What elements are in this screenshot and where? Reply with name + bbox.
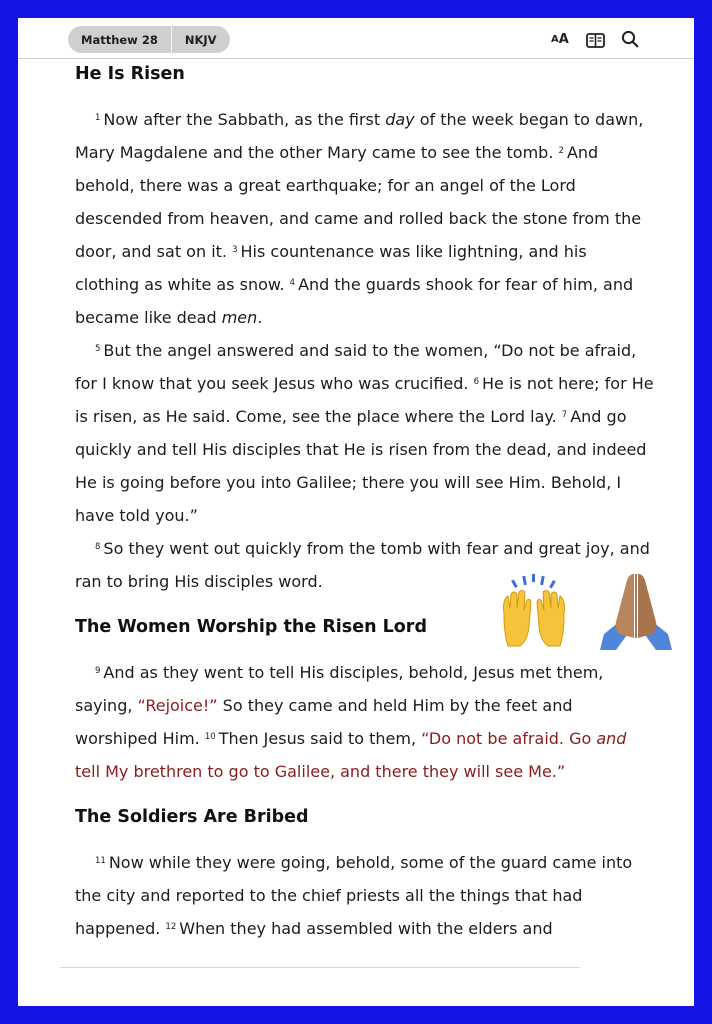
paragraph: $^5$ But the angel answered and said to the women, “Do not be afraid, for I know that you seek Jesus who was crucified. $^6$ He is not here; for He is risen, as He said. Come, see the place where the Lord lay. $^7$ And go quickly and tell His disciples that He is risen from the dead, and indeed He is going before you into Galilee; there you will see Him. Behold, I have told you.” [75,341,654,525]
paragraph: $^{11}$ Now while they were going, behold, some of the guard came into the city and reported to the chief priests all the things that had happened. $^{12}$ When they had assembled with the elders and [75,853,633,938]
text-size-big-a: A [558,31,569,47]
paragraph: $^9$ And as they went to tell His disciples, behold, Jesus met them, saying, “Rejoice!” So they came and held Him by the feet and worshiped Him. $^{10}$ Then Jesus said to them, “Do not be afraid. Go and tell My brethren to go to Galilee, and there they will see Me.” [75,663,627,781]
chapter-button[interactable]: Matthew 28 [81,32,158,47]
page-divider [60,967,580,968]
words-of-christ: “Do not be afraid. Go [421,729,597,748]
words-of-christ: “Rejoice!” [137,696,218,715]
chapter-text [75,58,655,945]
paragraph: $^1$ Now after the Sabbath, as the first day of the week began to dawn, Mary Magdalene and the other Mary came to see the tomb. $^2$ And behold, there was a great earthquake; for an angel of the Lord descended from heaven, and came and rolled back the stone from the door, and sat on it. $^3$ His countenance was like lightning, and his clothing as white as snow. $^4$ And the guards shook for fear of him, and became like dead men. [75,110,644,327]
section-heading: The Women Worship the Risen Lord [75,617,427,637]
section-heading: He Is Risen [75,64,185,84]
verse-number[interactable]: 6 [473,377,479,387]
verse-number[interactable]: 2 [558,146,564,156]
paragraph: $^8$ So they went out quickly from the tomb with fear and great joy, and ran to bring His disciples word. [75,539,650,591]
text-size-small-a: A [551,33,559,45]
verse-number[interactable]: 4 [289,278,296,288]
verse-number[interactable]: 7 [561,410,568,420]
search-icon[interactable] [621,30,639,48]
chapter-version-selector [68,26,230,53]
reader-toolbar [18,18,694,59]
verse-number[interactable]: 11 [95,856,106,866]
verse-number[interactable]: 8 [95,542,101,552]
folded-hands-icon [594,568,678,652]
version-button[interactable]: NKJV [184,32,217,47]
reader-page [18,18,694,1006]
verse-number[interactable]: 3 [232,245,238,255]
verse-number[interactable]: 5 [95,344,101,354]
section-heading: The Soldiers Are Bribed [75,807,309,827]
words-of-christ: tell My brethren to go to Galilee, and there they will see Me.” [75,762,566,781]
verse-number[interactable]: 10 [204,732,216,742]
verse-number[interactable]: 1 [95,113,101,123]
raising-hands-icon [498,574,570,648]
reader-icon[interactable] [586,31,605,49]
verse-number[interactable]: 9 [95,666,101,676]
verse-number[interactable]: 12 [165,922,177,932]
text-size-icon[interactable] [551,30,569,48]
words-of-christ: and [596,729,627,748]
